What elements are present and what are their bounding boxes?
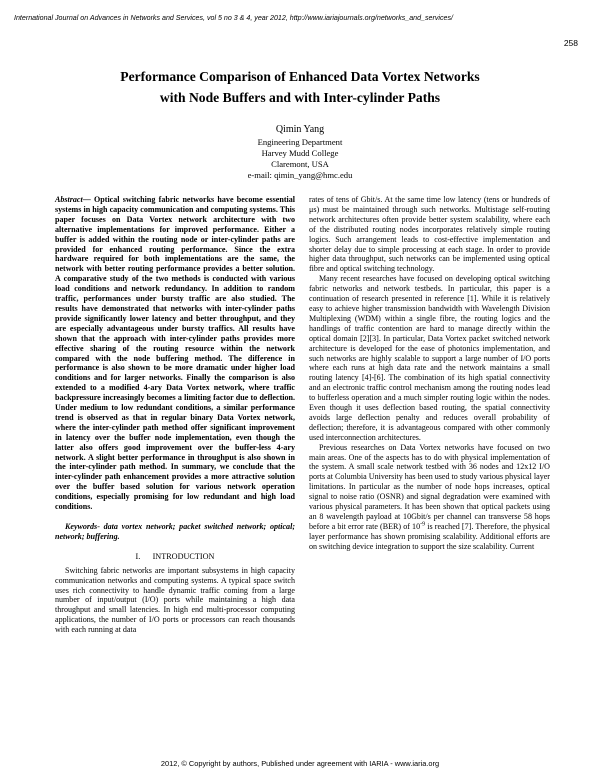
page-number: 258 bbox=[563, 38, 578, 48]
intro-paragraph-1-continued: rates of tens of Gbit/s. At the same time low latency (tens or hundreds of μs) must be maintained through such networks. Multistage self-routing network architectures often provide better system scalability, where each of the distributed routing nodes incorporates relatively simple routing logics. Such arrangement leads to cost-effective implementation and shorter delay due to simple processing at each stage. In order to provide higher data throughput, such networks can be implemented using optical fibre and optical switching technology. bbox=[309, 195, 550, 274]
author-email: e-mail: qimin_yang@hmc.edu bbox=[247, 169, 353, 180]
left-column bbox=[55, 195, 295, 635]
intro-paragraph-3 bbox=[309, 443, 550, 552]
title-line-1: Performance Comparison of Enhanced Data Vortex Networks bbox=[120, 69, 480, 84]
intro-paragraph-2: Many recent researches have focused on developing optical switching fabric networks and network testbeds. In particular, this paper is a continuation of research presented in reference [1]. While it is relatively easy to achieve higher transmission bandwidth with Wavelength Division Multiplexing (WDM) within a single fibre, the routing logics and the handlings of traffic contention are hard to manage directly within the optical domain [2][3]. In particular, Data Vortex packet switched network architecture is developed for the ease of photonics implementation, and such networks are highly scalable to support a large number of I/O ports where each runs at high data rate and the network maintains a small routing latency [4]-[6]. The combination of its high spatial connectivity and an electronic traffic control mechanism among the routing nodes lead to bufferless operation and a much simpler routing logic within the nodes. Even though it uses deflection based routing, the spatial connectivity avoids large deflection penalty and reduces overall probability of deflection; therefore, it is advantageous compared with other commonly used interconnection architectures. bbox=[309, 274, 550, 442]
copyright-footer: 2012, © Copyright by authors, Published under agreement with IARIA - www.iaria.org bbox=[160, 759, 440, 768]
author-dept: Engineering Department bbox=[257, 137, 343, 147]
right-column bbox=[309, 195, 550, 552]
abstract-label: Abstract— bbox=[55, 195, 91, 204]
abstract-text: Optical switching fabric networks have become essential systems in high capacity communication and computing systems. This paper focuses on Data Vortex network architecture with two alternative implementations for improved performance. Either a buffer is added within the routing node or inter-cylinder paths are provided for enhanced routing performance. Since the extra hardware required for both implementations are the same, the network with better routing performance provides a better solution. A comparative study of the two methods is conducted with various load conditions and network redundancy. In addition to random traffic, performances under bursty traffic are also studied. The results have demonstrated that networks with inter-cylinder paths provide significantly lower latency and better throughput, and they are especially advantageous under bursty traffics. All results have shown that the approach with inter-cylinder paths provides more effective sharing of the routing resource within the network compared with the node buffering method. The difference in performance is also shown to be more dramatic under higher load conditions and for larger networks. Finally the comparison is also extended to a modified 4-ary Data Vortex network, where traffic backpressure increasingly becomes a limiting factor due to deflection. Under medium to low redundant conditions, a similar performance trend is observed as that in regular binary Data Vortex network, where the inter-cylinder path method offer significant improvement in latency over the buffer node implementation, even though the latter also offers good improvement over the buffer-less 4-ary network. A slight better performance in throughput is also shown in the inter-cylinder path method. In summary, we conclude that the inter-cylinder path enhancement provides a more attractive solution over the buffer based solution for various network operation conditions, especially promising for low redundant and high load conditions. bbox=[55, 195, 295, 512]
abstract bbox=[55, 195, 295, 512]
author-city: Claremont, USA bbox=[271, 158, 329, 169]
intro-paragraph-3-part-b: is reached [7]. Therefore, the physical layer performance has shown promising scalability. Additional efforts are on switching device integration to support the size scalability. Current bbox=[309, 521, 550, 551]
author-block bbox=[150, 123, 450, 181]
title-line-2: with Node Buffers and with Inter-cylinder Paths bbox=[159, 90, 441, 105]
intro-paragraph-3-part-a: Previous researches on Data Vortex networks have focused on two main areas. One of the aspects has to do with physical implementation of the system. A small scale network testbed with 36 nodes and 12x12 I/O ports at Columbia University has been used to study various physical layer limitations. In particular as the number of node hops increases, optical signal to noise ratio (OSNR) and signal degradation were examined with various physical parameters. It has been shown that optical packets using an 8 wavelength payload at 10Gbit/s per channel can transverse 58 hops before a bit error rate (BER) of 10 bbox=[309, 442, 550, 531]
paper-title bbox=[40, 66, 560, 108]
keywords: Keywords- data vortex network; packet switched network; optical; network; buffering. bbox=[55, 522, 295, 541]
author-name: Qimin Yang bbox=[275, 124, 325, 135]
journal-header: International Journal on Advances in Networks and Services, vol 5 no 3 & 4, year 2012, http://www.iariajournals.org/networks_and_services/ bbox=[14, 14, 453, 22]
ber-exponent: -9 bbox=[420, 521, 426, 528]
intro-paragraph-1: Switching fabric networks are important subsystems in high capacity communication networks and computing systems. A typical space switch uses rich connectivity to handle dynamic traffic coming from a large number of input/output (I/O) ports while maintaining a high data throughput and small latencies. In high end multi-processor computing applications, the number of I/O ports or processors can reach thousands with each running at data bbox=[55, 565, 295, 635]
author-college: Harvey Mudd College bbox=[261, 147, 339, 158]
section-heading-introduction: I. INTRODUCTION bbox=[135, 551, 215, 561]
